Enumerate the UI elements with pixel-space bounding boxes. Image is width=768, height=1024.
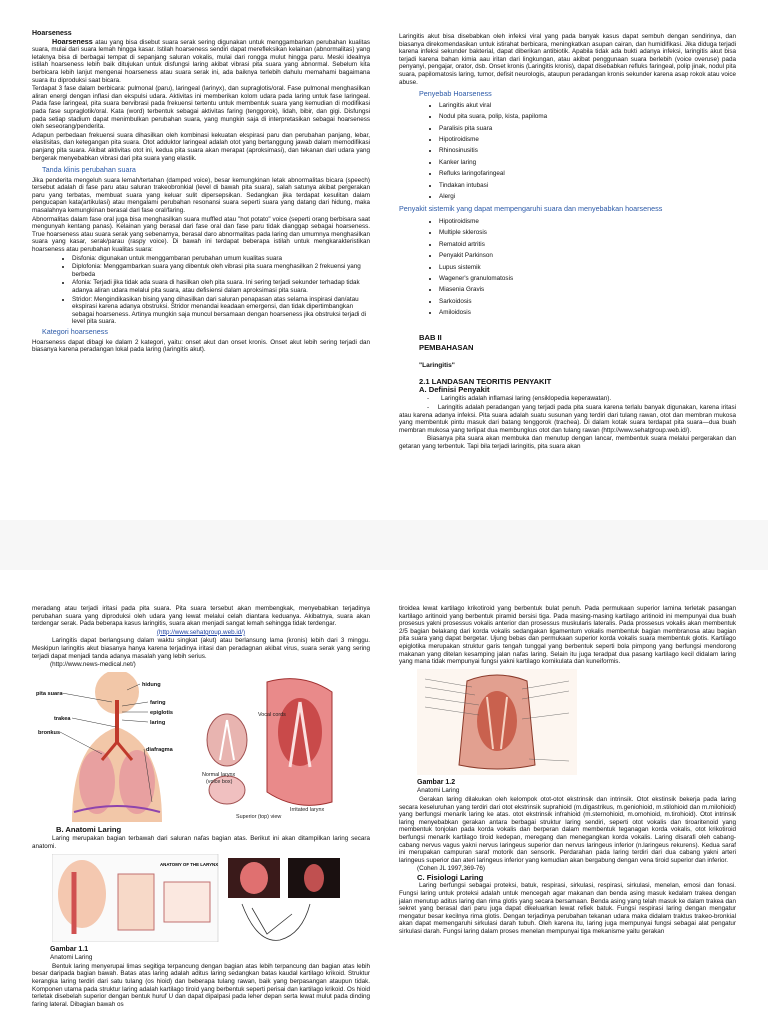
label-irritated-larynx: Irritated larynx: [290, 806, 325, 813]
list-item: • Kanker laring: [439, 158, 736, 168]
paragraph: Abnormalitas dalam fase oral juga bisa menghasilkan suara muffled atau "hot potato" voice (seperti orang berbisara saat mengunyah kentang panas). Kelainan yang berasal dari fase oral dan fase paru tidak dianggap sebagai hoarseness. True hoarseness atau suara serak yang sebenarnya, berasal daro abnormalitas pada laring dan umumnya menghasilkan suara yang kasar, serak/parau (raspy voice). Di bawah ini terdapat beberapa istilah untuk mengkarakteristikan hoarseness atau perubahan kualitas suara:: [32, 215, 370, 254]
list-item: • Penyakit Parkinson: [439, 251, 736, 261]
list-item: • Laringitis akut viral: [439, 101, 736, 111]
label-trakea: trakea: [54, 715, 71, 722]
laringitis-label: "Laringitis": [419, 361, 455, 369]
list-item: • Multiple sklerosis: [439, 228, 736, 238]
heading-sistemik: Penyakit sistemik yang dapat mempengaruhi suara dan menyebabkan hoarseness: [399, 204, 663, 214]
page2-right-column: [399, 605, 736, 937]
reference-link[interactable]: [32, 629, 370, 637]
title-hoarseness: Hoarseness: [32, 30, 72, 37]
figure-respiratory-larynx: [32, 672, 370, 822]
paragraph: Gerakan laring dilakukan oleh kelompok otot-otot ekstrinsik dan intrinsik. Otot ekstinsik bekerja pada laring secara keseluruhan yang terdiri dari otot ekstrinsik suprahioid (m.digastrikus, m.geniohioid, m.stilohioid dan m.milohioid) yang berfungsi menarik laring ke atas. otot ekstrinsik infrahioid (m.sternohioid, m.omohioid, m.tirohioid). Otot intrinsik laring menyebabkan gerakan antara berbagai struktur laring sendiri, seperti otot vokalis dan tiroaritenoid yang membentuk tonjolan pada korda vokalis dan berperan dalam membentuk teganagan korda vokalis, otot krikotiroid berfungsi menarik kartilago tiroid kedepan, meregang dan menegangkan korda vokalis. Laring disarafi oleh cabang-cabang nervus vagus yakni nervus laringeus superior dan nervus laringeus inferior (n.laringeus rekurens). Kedua saraf ini merupakan campuran saraf motorik dan sensorik. Perdarahan pada laring terdiri dari dua cabang yakni arteri laringeus superior dan ateri laringeus inferior yang kemudian akan bergabung dengan vena tiroid superior dan inferior.: [399, 795, 736, 864]
list-item: • Rematoid artritis: [439, 240, 736, 250]
paragraph: meradang atau terjadi iritasi pada pita suara. Pita suara tersebut akan membengkak, menyebabkan terjadinya perubahan suara yang diproduksi oleh udara yang lewat melalui celah diantara keduanya. Akibatnya, suara akan terdengar serak. Pada beberapa kasus laringitis, suara akan menjadi sangat lemah sehingga tidak terdengar.: [32, 605, 370, 628]
list-item: • Paralisis pita suara: [439, 124, 736, 134]
intro-text: atau yang bisa disebut suara serak sering digunakan untuk menggambarkan perubahan kualitas suara, mulai dari suara lemah hingga kasar. Istilah hoarseness sendiri dapat merefleksikan kelainan (abnormalitas) yang letaknya bisa di berbagai tempat di sepanjang saluran vokalis, mulai dari rongga mulut hingga paru. Meski idealnya istilah hoarseness lebih baik ditujukan untuk disfungsi laring akibat vibrasi pita suara yang abnormal. Sebelum kita berbicara lebih lanjut mengenai hoarseness atau suara serak ini, ada baiknya terlebih dahulu memahami bagaimana suara itu diproduksi saat bicara.: [32, 38, 370, 84]
list-item: • Refluks laringofaringeal: [439, 169, 736, 179]
figure-1-1-caption: Gambar 1.1: [50, 945, 89, 953]
systemic-list: [399, 217, 736, 319]
page1-left-column: [32, 30, 370, 355]
list-item: • Alergi: [439, 192, 736, 202]
chapter-number: BAB II: [419, 332, 442, 342]
link-sehatgroup[interactable]: (http://www.sehatgroup.web.id/): [156, 628, 246, 636]
list-item: • Amiloidosis: [439, 308, 736, 318]
label-hidung: hidung: [142, 681, 161, 688]
paragraph: Adapun perbedaan frekuensi suara dihasilkan oleh kombinasi kekuatan ekspirasi paru dan perubahan panjang, lebar, elastisitas, dan ketegangan pita suara. Otot adduktor laringeal adalah otot yang bertanggung jawab dalam memodifikasi panjang pita suara. Akibat aktivitas otot ini, kedua pita suara akan merapat (aproksimasi), dan tekanan dari udara yang bergerak menyebabkan vibrasi dari pita suara yang elastik.: [32, 131, 370, 162]
larynx-muscle-illustration: [417, 669, 577, 775]
anatomy-figure-title: ANATOMY OF THE LARYNX: [160, 861, 219, 867]
reference-news-medical: (http://www.news-medical.net/): [50, 661, 136, 669]
paragraph: Jika penderita mengeluh suara lemah/tertahan (damped voice), besar kemungkinan letak abnormalitas bicara (speech) tersebut adalah di fase paru atau saluran trakeobronkial (level di bawah pita suara), salah satunya akibat pergerakan paru yang terbatas, membuat suara yang keluar sulit dipersepsikan. Sedangkan jika terdapat kesulitan dalam pengucapan kata(artikulasi) atau mengalami perubahan resonansi suara seperti suara yang datang dari hidung, maka masalahnya kemungkinan berasal dari fase oral/faring.: [32, 176, 370, 215]
section-a: A. Definisi Penyakit: [419, 384, 490, 394]
definition-text: Laringitis adalah peradangan yang terjadi pada pita suara karena terlalu banyak digunakan, karena iritasi atau karena adanya infeksi. Pita suara adalah suatu susunan yang terdiri dari tulang rawan, otot dan membran mukosa yang membentuk pintu masuk dari batang tenggorok (trachea). Di dalam kotak suara terdapat pita suara—dua buah membran mukosa yang terlipat dua membungkus otot dan tulang rawan (http://www.sehatgroup.web.id/).: [399, 404, 736, 434]
label-diafragma: diafragma: [146, 746, 173, 753]
list-item: • Rhinosinusitis: [439, 146, 736, 156]
paragraph: - Laringitis adalah peradangan yang terjadi pada pita suara karena terlalu banyak digunakan, karena iritasi atau karena adanya infeksi. Pita suara adalah suatu susunan yang terdiri dari tulang rawan, otot dan membran mukosa yang membentuk pintu masuk dari batang tenggorok (trachea). Di dalam kotak suara terdapat pita suara—dua buah membran mukosa yang terlipat dua membungkus otot dan tulang rawan (http://www.sehatgroup.web.id/).: [399, 404, 736, 434]
figure-anatomy-larynx: [52, 854, 370, 942]
page2-left-column: [32, 605, 370, 1009]
paragraph: Laringitis akut bisa disebabkan oleh infeksi viral yang pada banyak kasus dapat sembuh dengan sendirinya, dan biasanya direkomendasikan untuk istirahat berbicara, meningkatkan asupan cairan, dan humidifikasi. Jika diduga terjadi karena infeksi sekunder bakterial, dapat diberikan antibiotik. Apabila tidak ada bukti adanya infeksi, laringitis akut bisa terjadi karena bahan kimia aau iritan dari lingkungan, atau akibat penggunaan suara berlebih (voice overuse) pada penyanyi, pengajar, orator, dsb. Onset kronis (Laringitis kronis), dapat disebabkan refluks faringeal, polip jinak, nodul pita suara, papilomatosis laring, tumor, defisit neurologis, ataupun peradangan kronis sekunder karena asap rokok atau voice abuse.: [399, 33, 736, 86]
paragraph: tiroidea lewat kartilago krikotiroid yang berbentuk bulat penuh. Pada permukaan superior lamina terletak pasangan kartilago aritinoid yang berbentuk piramid bersisi tiga. Pada masing-masing kartilago aritinoid ini mempunyai dua buah prosesus yakni prosessus vokalis anterior dan prosessus muskularis lateralis. Pada prossesus vokalis akan membentuk 2/5 bagian belakang dari korda vokalis sedangakan ligamentum vokalis membentuk bagian membranosa atau bagian pita suara yang dapat bergetar. Ujung bebas dan permukaan superior korda vokalis suara membentuk glotis. Kartilago epiglotika merupakan struktur garis tengah tunggal yang berbentuk seperti bola pimpong yang berfungsi mendorong makanan yang ditelan kesamping jalan nafas laring. Selain itu juga teradpat dua pasang kartilago kecil didalam laring yang mana tidak mempunyai fungsi yakni kartilago kornikulata dan kuneiformis.: [399, 605, 736, 666]
label-bronkus: bronkus: [38, 729, 61, 736]
list-item: • Tindakan intubasi: [439, 181, 736, 191]
heading-kategori: Kategori hoarseness: [42, 326, 108, 336]
label-pita-suara: pita suara: [36, 690, 63, 697]
section-c: C. Fisiologi Laring: [417, 872, 484, 882]
label-vocal-cords: Vocal cords: [258, 711, 286, 718]
list-item: • Hipotiroidisme: [439, 217, 736, 227]
figure-larynx-muscles: [417, 669, 736, 775]
label-epiglotis: epiglotis: [150, 709, 173, 716]
respiratory-illustration: [32, 672, 370, 822]
label-voice-box: (voice box): [206, 778, 233, 785]
list-item: • Hipotiroidisme: [439, 135, 736, 145]
list-item: • Miasenia Gravis: [439, 285, 736, 295]
paragraph: Laring berfungsi sebagai proteksi, batuk, respirasi, sirkulasi, respirasi, sirkulasi, menelan, emosi dan fonasi. Fungsi laring untuk proteksi adalah untuk mencegah agar makanan dan benda asing masuk kedalam trakea dengan jalan menutup aditus laring dan rima glotis yang secara bersamaan. Benda asing yang telah masuk ke dalam trakea dan sekret yang berasal dari paru juga dapat dikeluarkan lewat refiek batuk. Fungsi respirasi laring dengan mengatur mengatur besar kecilnya rima glotis. Dengan terjadinya perubahan tekanan udara maka didalam traktus trakeo-bronkial akan dapat memengaruhi sirkulasi darah tubuh. Oleh karena itu, laring juga mempunyai fungsi sebagai alat pengatur sirkulasi darah. Fungsi laring dalam proses menelan mempunyai tiga mekanisme yaitu gerakan: [399, 882, 736, 936]
label-normal-larynx: Normal larynx: [202, 771, 236, 778]
list-item: - Laringitis adalah inflamasi laring (ensiklopedia keperawatan).: [441, 395, 736, 403]
list-item: • Sarkoidosis: [439, 297, 736, 307]
page-2: [0, 570, 768, 1024]
list-item: • Disfonia: digunakan untuk menggambaran perubahan umum kualitas suara: [72, 255, 370, 263]
label-faring: faring: [150, 699, 166, 706]
figure-1-1-subtitle: Anatomi Laring: [50, 954, 93, 962]
list-item: • Afonia: Terjadi jika tidak ada suara di hasilkan oleh pita suara. Ini sering terjadi sekunder terhadap tidak adanya aliran udara melalui pita suara, atau defisiensi dalam aproksimasi pita suara.: [72, 279, 370, 294]
figure-1-2-caption: Gambar 1.2: [417, 778, 456, 786]
paragraph: Biasanya pita suara akan membuka dan menutup dengan lancar, membentuk suara melalui pergerakan dan getaran yang terbentuk. Tapi bila terjadi laringitis, pita suara akan: [399, 435, 736, 450]
paragraph: Hoarseness dapat dibagi ke dalam 2 kategori, yaitu: onset akut dan onset kronis. Onset akut lebih sering terjadi dan biasanya karena peradangan lokal pada laring (laringitis akut).: [32, 338, 370, 354]
paragraph: Bentuk laring menyerupai limas segitiga terpancung dengan bagian atas lebih terpancung dan bagian atas lebih besar daripada bagian bawah. Batas atas laring adalah aditus laring sedangkan batas kaudal kartilago krikoid. Struktur kerangka laring terdiri dari satu tulang (os hioid) dan beberapa tulang rawan, baik yang berpasangan ataupun tidak. Komponen utama pada struktur laring adalah kartilago tiroid yang berbentuk seperti perisai dan kartilago krikoid. Os hioid terletak disebelah superior dengan bentuk huruf U dan dapat dipalpasi pada leher depan serta lewat mulut pada dinding faring lateral. Dibagian bawah os: [32, 962, 370, 1008]
definition-list: [399, 395, 736, 403]
section-2-1: 2.1 LANDASAN TEORITIS PENYAKIT: [419, 377, 552, 387]
label-superior-view: Superior (top) view: [236, 813, 282, 820]
list-item: • Stridor: Mengindikasikan bising yang dihasilkan dari saluran penapasan atas selama inspirasi dan/atau ekspirasi karena adanya obstruksi. Stridor menandai keadaan emergensi, dan tidak dipertimbangkan sebagai hoarseness. Artinya mungkin saja muncul bersamaan dengan hoarseness jika obstruksi terjadi di level pita suara.: [72, 296, 370, 326]
list-item: • Diplofonia: Menggambarkan suara yang dibentuk oleh vibrasi pita suara menghasilkan 2 frekuensi yang berbeda: [72, 263, 370, 278]
label-laring: laring: [150, 719, 166, 726]
citation: (Cohen JL 1997,369-76): [417, 865, 486, 873]
heading-tanda-klinis: Tanda klinis perubahan suara: [42, 165, 136, 175]
list-item: • Nodul pita suara, polip, kista, papiloma: [439, 112, 736, 122]
anatomy-illustration: [52, 854, 352, 942]
causes-list: [399, 101, 736, 203]
figure-1-2-subtitle: Anatomi Laring: [417, 787, 460, 795]
list-item: • Wagener's granulomatosis: [439, 274, 736, 284]
paragraph: Laring merupakan bagian terbawah dari saluran nafas bagian atas. Berikut ini akan ditampilkan laring secara anatomi.: [32, 835, 370, 850]
characteristics-list: [32, 255, 370, 326]
chapter-title: PEMBAHASAN: [419, 342, 474, 352]
list-item: • Lupus sistemik: [439, 263, 736, 273]
page1-right-column: [399, 33, 736, 452]
paragraph: [32, 38, 370, 85]
paragraph: Terdapat 3 fase dalam berbicara: pulmonal (paru), laringeal (larinyx), dan supraglotis/oral. Fase pulmonal menghasilkan aliran energi dengan inflasi dan ekspulsi udara. Aktivitas ini memberikan kolom udara pada laring untuk fase laringeal. Pada fase laringeal, pita suara bervibrasi pada frekuensi tertentu untuk membentuk suara yang kemudian di modifikasi pada fase supraglotik/oral. Kata (word) terbentuk sebagai aktivitas faring (tenggorok), lidah, bibir, dan gigi. Disfungsi pada setiap stadium dapat menimbulkan perubahan suara, yang mungkin saja di interpretasikan sebagai hoarseness oleh seseorang/penderita.: [32, 85, 370, 131]
intro-term: Hoarseness: [52, 36, 93, 46]
paragraph: Laringitis dapat berlangsung dalam waktu singkat (akut) atau berlansung lama (kronis) lebih dari 3 minggu. Meskipun laringitis akut biasanya hanya karena terjadinya iritasi dan peradagnan akibat virus, suara serak yang sering terjadi dapat menjadi tanda adanya masalah yang lebih serius.: [32, 637, 370, 660]
heading-penyebab: Penyebab Hoarseness: [419, 89, 492, 99]
section-b: B. Anatomi Laring: [56, 824, 122, 834]
